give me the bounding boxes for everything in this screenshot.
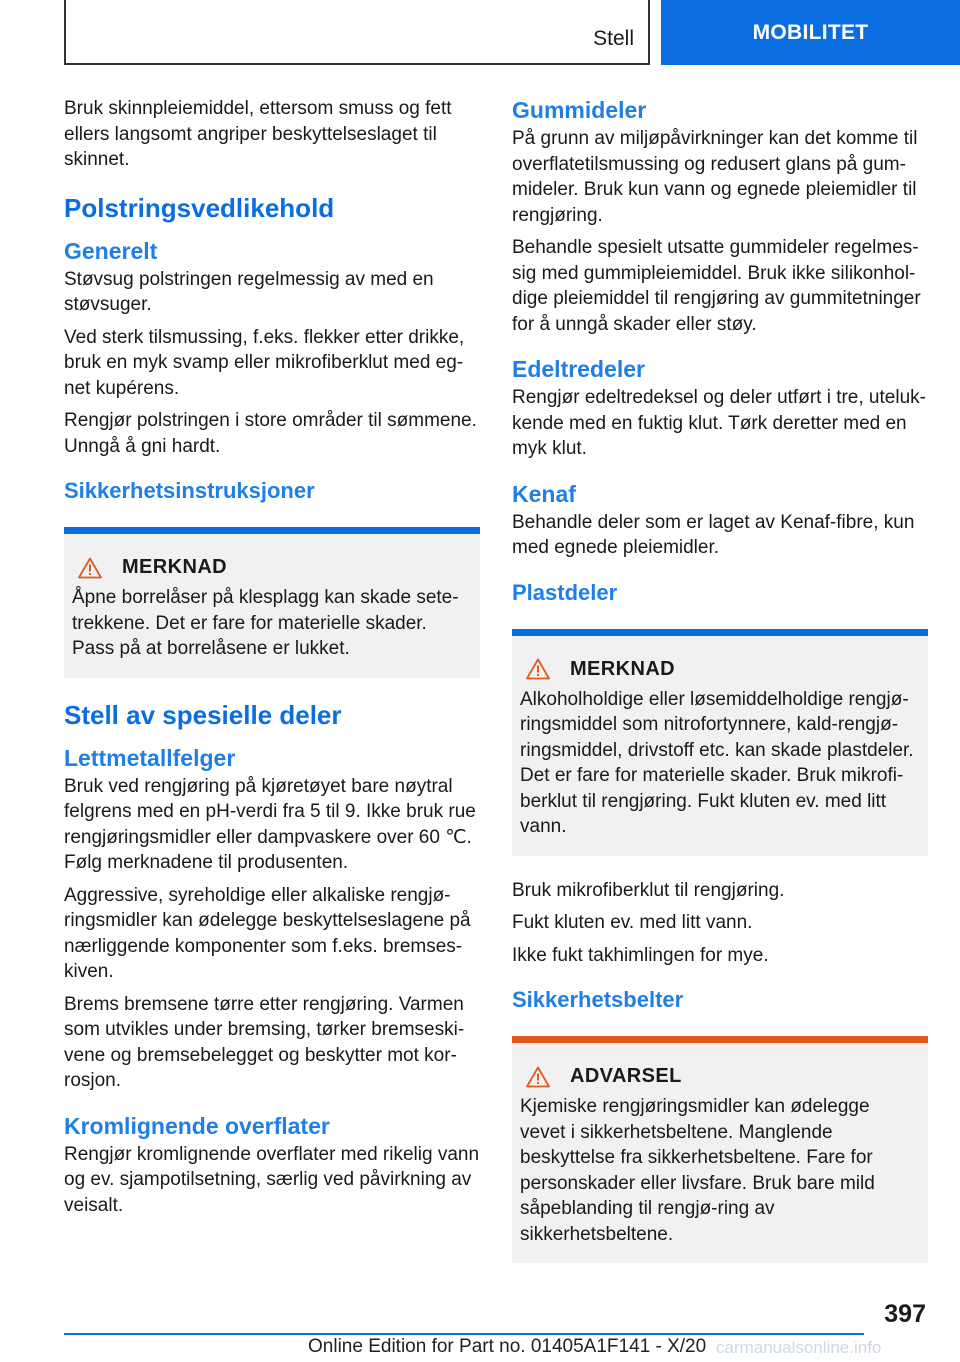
heading-gummideler: Gummideler: [512, 97, 647, 123]
paragraph: Behandle spesielt utsatte gummideler regelmes‐sig med gummipleiemiddel. Bruk ikke silikonhol‐dige pleiemiddel til rengjøring av gummitetninger for å unngå skader eller støy.: [512, 237, 921, 335]
notice-header: [72, 556, 472, 579]
section-tab: [64, 0, 650, 65]
warning-title: ADVARSEL: [570, 1065, 682, 1087]
paragraph: På grunn av miljøpåvirkninger kan det komme til overflatetilsmussing og redusert glans på gum‐mideler. Bruk kun vann og egnede pleiemidler til rengjøring.: [512, 128, 918, 226]
paragraph: Behandle deler som er laget av Kenaf-fibre, kun med egnede pleiemidler.: [512, 511, 915, 558]
paragraph: Rengjør edeltredeksel og deler utført i tre, uteluk‐kende med en fuktig klut. Tørk deretter med en myk klut.: [512, 387, 926, 459]
left-column: [64, 96, 480, 1225]
warning-triangle-icon: [526, 1066, 550, 1088]
paragraph: Brems bremsene tørre etter rengjøring. Varmen som utvikles under bremsing, tørker bremseski‐vene og bremsebelegget og beskytter mot kor‐rosjon.: [64, 993, 465, 1091]
paragraph: Bruk mikrofiberklut til rengjøring.: [512, 879, 785, 901]
paragraph: Ved sterk tilsmussing, f.eks. flekker etter drikke, bruk en myk svamp eller mikrofiberklut med eg‐net kupérens.: [64, 326, 465, 399]
paragraph: Rengjør polstringen i store områder til sømmene. Unngå å gni hardt.: [64, 410, 477, 457]
paragraph: Aggressive, syreholdige eller alkaliske rengjø‐ringsmidler kan ødelegge beskyttelseslagene på nærliggende komponenter som f.eks. bremses‐kiven.: [64, 884, 471, 982]
heading-plastdeler: Plastdeler: [512, 579, 618, 605]
heading-edeltredeler: Edeltredeler: [512, 356, 645, 382]
heading-polstringsvedlikehold: Polstringsvedlikehold: [64, 192, 335, 223]
warning-triangle-icon: [526, 658, 550, 680]
intro-paragraph: Bruk skinnpleiemiddel, ettersom smuss og fett ellers langsomt angriper beskyttelseslaget til skinnet.: [64, 98, 452, 170]
right-column: [512, 96, 928, 1285]
paragraph: Ikke fukt takhimlingen for mye.: [512, 944, 769, 966]
notice-title: MERKNAD: [122, 556, 228, 578]
heading-lettmetallfelger: Lettmetallfelger: [64, 744, 236, 771]
section-title: Stell: [593, 27, 634, 50]
paragraph: Fukt kluten ev. med litt vann.: [512, 912, 753, 933]
paragraph: Rengjør kromlignende overflater med rikelig vann og ev. sjampotilsetning, særlig ved påvirkning av veisalt.: [64, 1143, 480, 1216]
heading-kenaf: Kenaf: [512, 480, 576, 507]
heading-sikkerhetsbelter: Sikkerhetsbelter: [512, 987, 684, 1012]
notice-title: MERKNAD: [570, 657, 676, 680]
warning-header: [520, 1065, 920, 1088]
paragraph: Bruk ved rengjøring på kjøretøyet bare nøytral felgrens med en pH-verdi fra 5 til 9. Ikke bruk rue rengjøringsmidler eller dampvaskere over 60 ℃. Følg merknadene til produsenten.: [64, 775, 476, 873]
notice-header: [520, 658, 920, 681]
notice-text: Alkoholholdige eller løsemiddelholdige rengjø‐ringsmiddel som nitrofortynnere, kald-rengjø‐ringsmiddel, drivstoff etc. kan skade plastdeler. Det er fare for materielle skader. Bruk mikrofi‐berklut til rengjøring. Fukt kluten ev. med litt vann.: [520, 688, 914, 837]
heading-sikkerhetsinstruksjoner: Sikkerhetsinstruksjoner: [64, 478, 315, 503]
chapter-tab: [661, 0, 960, 65]
notice-box: [64, 527, 480, 678]
warning-triangle-icon: [78, 557, 102, 579]
footer-divider: [64, 1333, 864, 1335]
notice-box: [512, 629, 928, 856]
page-number: 397: [884, 1300, 926, 1328]
notice-text: Åpne borrelåser på klesplagg kan skade sete‐trekkene. Det er fare for materielle skader. Pass på at borrelåsene er lukket.: [72, 587, 459, 659]
heading-kromlignende-overflater: Kromlignende overflater: [64, 1112, 330, 1139]
heading-stell-av-spesielle-deler: Stell av spesielle deler: [64, 699, 342, 730]
warning-text: Kjemiske rengjøringsmidler kan ødelegge vevet i sikkerhetsbeltene. Manglende beskyttelse fra sikkerhetsbeltene. Fare for personskader eller livsfare. Bruk bare mild såpeblanding til rengjø‐ring av sikkerhetsbeltene.: [520, 1096, 875, 1245]
edition-note: Online Edition for Part no. 01405A1F141 - X/20: [308, 1336, 707, 1357]
heading-generelt: Generelt: [64, 237, 158, 264]
warning-box: [512, 1036, 928, 1263]
paragraph: Støvsug polstringen regelmessig av med en støvsuger.: [64, 268, 434, 315]
chapter-title: MOBILITET: [752, 20, 869, 44]
page-header: [0, 0, 960, 66]
watermark: carmanualsonline.info: [716, 1338, 882, 1357]
